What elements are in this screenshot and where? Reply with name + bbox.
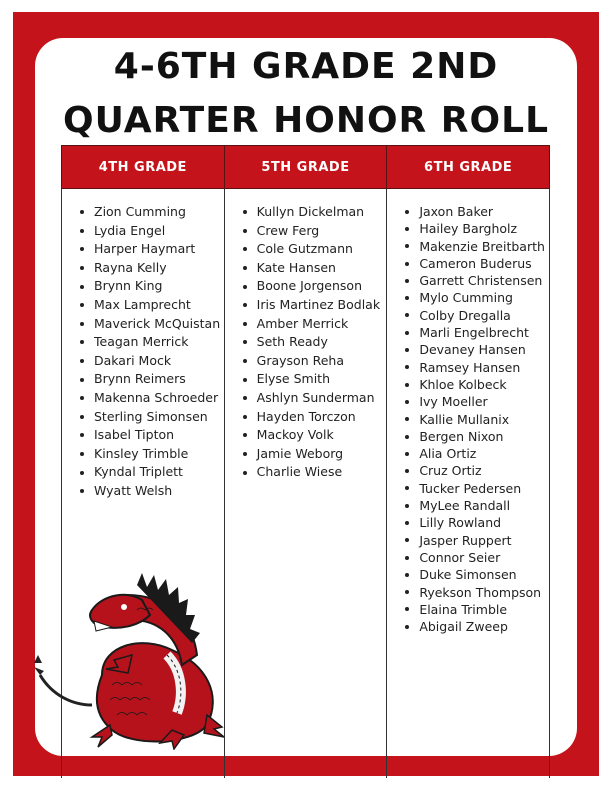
title-line-1: 4-6TH GRADE 2ND bbox=[113, 46, 499, 87]
list-item: Cruz Ortiz bbox=[405, 462, 549, 479]
list-item: Ryekson Thompson bbox=[405, 584, 549, 601]
list-item: Ramsey Hansen bbox=[405, 359, 549, 376]
name-list-6th-grade bbox=[387, 203, 549, 635]
red-dragon-icon bbox=[32, 555, 232, 750]
list-item: Cole Gutzmann bbox=[243, 240, 387, 259]
list-item: Cameron Buderus bbox=[405, 255, 549, 272]
list-item: Devaney Hansen bbox=[405, 341, 549, 358]
list-item: Abigail Zweep bbox=[405, 618, 549, 635]
list-item: Connor Seier bbox=[405, 549, 549, 566]
list-item: Makenna Schroeder bbox=[80, 389, 224, 408]
list-item: Makenzie Breitbarth bbox=[405, 238, 549, 255]
list-item: Kinsley Trimble bbox=[80, 445, 224, 464]
list-item: Iris Martinez Bodlak bbox=[243, 296, 387, 315]
list-item: Sterling Simonsen bbox=[80, 408, 224, 427]
list-item: Marli Engelbrecht bbox=[405, 324, 549, 341]
list-item: Charlie Wiese bbox=[243, 463, 387, 482]
list-item: Jaxon Baker bbox=[405, 203, 549, 220]
list-item: Mackoy Volk bbox=[243, 426, 387, 445]
name-list-5th-grade bbox=[225, 203, 387, 482]
list-item: Mylo Cumming bbox=[405, 289, 549, 306]
list-item: Rayna Kelly bbox=[80, 259, 224, 278]
title-line-2: QUARTER HONOR ROLL bbox=[62, 100, 550, 141]
list-item: Crew Ferg bbox=[243, 222, 387, 241]
list-item: Max Lamprecht bbox=[80, 296, 224, 315]
list-item: Kullyn Dickelman bbox=[243, 203, 387, 222]
list-item: Khloe Kolbeck bbox=[405, 376, 549, 393]
list-item: Kallie Mullanix bbox=[405, 411, 549, 428]
list-item: Isabel Tipton bbox=[80, 426, 224, 445]
list-item: Harper Haymart bbox=[80, 240, 224, 259]
list-item: MyLee Randall bbox=[405, 497, 549, 514]
list-item: Lilly Rowland bbox=[405, 514, 549, 531]
list-item: Bergen Nixon bbox=[405, 428, 549, 445]
list-item: Dakari Mock bbox=[80, 352, 224, 371]
column-5th-grade bbox=[224, 189, 387, 779]
list-item: Amber Merrick bbox=[243, 315, 387, 334]
list-item: Teagan Merrick bbox=[80, 333, 224, 352]
header-5th-grade: 5TH GRADE bbox=[224, 146, 387, 189]
list-item: Elaina Trimble bbox=[405, 601, 549, 618]
list-item: Jasper Ruppert bbox=[405, 532, 549, 549]
list-item: Garrett Christensen bbox=[405, 272, 549, 289]
list-item: Ashlyn Sunderman bbox=[243, 389, 387, 408]
list-item: Jamie Weborg bbox=[243, 445, 387, 464]
list-item: Hayden Torczon bbox=[243, 408, 387, 427]
list-item: Duke Simonsen bbox=[405, 566, 549, 583]
list-item: Grayson Reha bbox=[243, 352, 387, 371]
list-item: Wyatt Welsh bbox=[80, 482, 224, 501]
list-item: Kyndal Triplett bbox=[80, 463, 224, 482]
list-item: Zion Cumming bbox=[80, 203, 224, 222]
list-item: Ivy Moeller bbox=[405, 393, 549, 410]
list-item: Kate Hansen bbox=[243, 259, 387, 278]
list-item: Lydia Engel bbox=[80, 222, 224, 241]
list-item: Boone Jorgenson bbox=[243, 277, 387, 296]
list-item: Tucker Pedersen bbox=[405, 480, 549, 497]
header-4th-grade: 4TH GRADE bbox=[62, 146, 225, 189]
column-6th-grade bbox=[387, 189, 550, 779]
header-6th-grade: 6TH GRADE bbox=[387, 146, 550, 189]
table-header-row bbox=[62, 146, 550, 189]
list-item: Maverick McQuistan bbox=[80, 315, 224, 334]
list-item: Hailey Bargholz bbox=[405, 220, 549, 237]
list-item: Brynn King bbox=[80, 277, 224, 296]
page-title bbox=[35, 40, 577, 148]
list-item: Brynn Reimers bbox=[80, 370, 224, 389]
list-item: Seth Ready bbox=[243, 333, 387, 352]
name-list-4th-grade bbox=[62, 203, 224, 501]
list-item: Alia Ortiz bbox=[405, 445, 549, 462]
list-item: Colby Dregalla bbox=[405, 307, 549, 324]
list-item: Elyse Smith bbox=[243, 370, 387, 389]
